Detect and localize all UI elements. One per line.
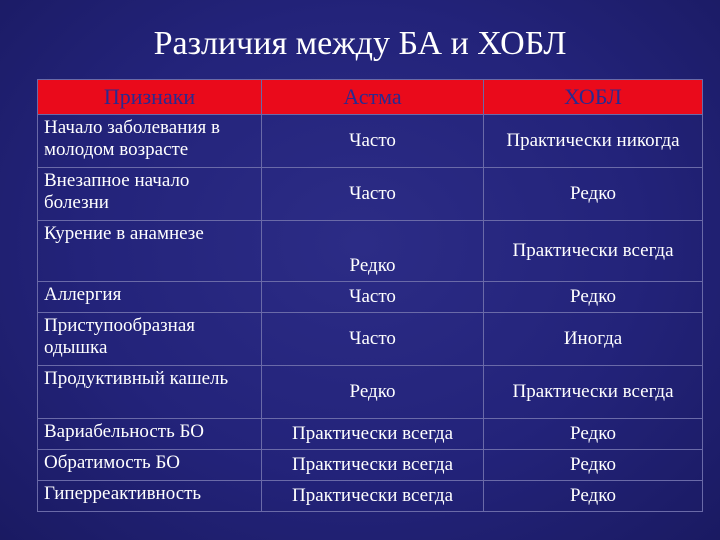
feature-cell: Аллергия bbox=[38, 282, 262, 313]
header-asthma: Астма bbox=[262, 80, 484, 115]
table-row bbox=[38, 313, 703, 366]
table-row bbox=[38, 115, 703, 168]
asthma-cell: Практически всегда bbox=[262, 419, 484, 450]
feature-cell: Обратимость БО bbox=[38, 450, 262, 481]
header-features: Признаки bbox=[38, 80, 262, 115]
copd-cell: Практически никогда bbox=[484, 115, 703, 168]
feature-cell: Продуктивный кашель bbox=[38, 366, 262, 419]
asthma-cell: Редко bbox=[262, 221, 484, 282]
feature-cell: Гиперреактивность bbox=[38, 481, 262, 512]
feature-cell: Приступообразная одышка bbox=[38, 313, 262, 366]
copd-cell: Редко bbox=[484, 168, 703, 221]
copd-cell: Практически всегда bbox=[484, 366, 703, 419]
table-row bbox=[38, 221, 703, 282]
asthma-cell: Часто bbox=[262, 282, 484, 313]
asthma-cell: Практически всегда bbox=[262, 450, 484, 481]
copd-cell: Практически всегда bbox=[484, 221, 703, 282]
asthma-cell: Практически всегда bbox=[262, 481, 484, 512]
header-copd: ХОБЛ bbox=[484, 80, 703, 115]
feature-cell: Внезапное начало болезни bbox=[38, 168, 262, 221]
feature-cell: Вариабельность БО bbox=[38, 419, 262, 450]
feature-cell: Начало заболевания в молодом возрасте bbox=[38, 115, 262, 168]
asthma-cell: Часто bbox=[262, 313, 484, 366]
table-row bbox=[38, 419, 703, 450]
table-row bbox=[38, 481, 703, 512]
asthma-cell: Редко bbox=[262, 366, 484, 419]
asthma-cell: Часто bbox=[262, 115, 484, 168]
comparison-table bbox=[37, 79, 703, 512]
copd-cell: Редко bbox=[484, 282, 703, 313]
slide-title: Различия между БА и ХОБЛ bbox=[153, 25, 567, 62]
feature-cell: Курение в анамнезе bbox=[38, 221, 262, 282]
table-row bbox=[38, 450, 703, 481]
copd-cell: Редко bbox=[484, 450, 703, 481]
copd-cell: Иногда bbox=[484, 313, 703, 366]
copd-cell: Редко bbox=[484, 419, 703, 450]
asthma-cell: Часто bbox=[262, 168, 484, 221]
table-row bbox=[38, 282, 703, 313]
table-row bbox=[38, 168, 703, 221]
copd-cell: Редко bbox=[484, 481, 703, 512]
table-row bbox=[38, 366, 703, 419]
table-header-row bbox=[38, 80, 703, 115]
